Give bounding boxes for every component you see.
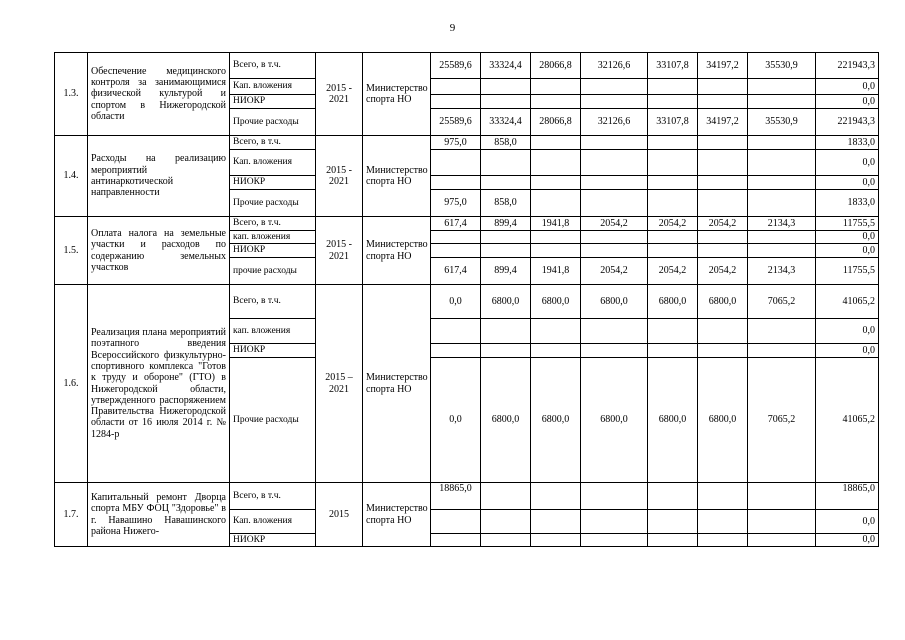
expense-type: кап. вложения xyxy=(230,319,316,344)
measure-description: Обеспечение медицинского контроля за занимающимися физической культурой и спортом в Нижегородской области xyxy=(88,53,230,136)
year-value xyxy=(581,190,648,217)
year-value: 6800,0 xyxy=(648,285,698,319)
executor: Министерство спорта НО xyxy=(363,285,431,483)
year-value: 25589,6 xyxy=(431,109,481,136)
year-value: 6800,0 xyxy=(648,358,698,483)
year-value xyxy=(698,510,748,534)
year-value: 2134,3 xyxy=(748,217,816,231)
row-number: 1.4. xyxy=(55,136,88,217)
expense-type: НИОКР xyxy=(230,176,316,190)
year-value xyxy=(531,319,581,344)
year-value: 2054,2 xyxy=(698,217,748,231)
year-value xyxy=(581,483,648,510)
page-number: 9 xyxy=(449,22,456,34)
year-value xyxy=(481,510,531,534)
year-value xyxy=(531,95,581,109)
expense-type: Кап. вложения xyxy=(230,79,316,95)
expense-type: Всего, в т.ч. xyxy=(230,285,316,319)
year-value: 6800,0 xyxy=(698,285,748,319)
total-value: 0,0 xyxy=(816,95,879,109)
year-value xyxy=(581,510,648,534)
year-value: 28066,8 xyxy=(531,53,581,79)
expense-type: Всего, в т.ч. xyxy=(230,53,316,79)
year-value xyxy=(648,190,698,217)
year-value: 617,4 xyxy=(431,217,481,231)
year-value xyxy=(698,483,748,510)
total-value: 0,0 xyxy=(816,150,879,176)
year-value xyxy=(748,534,816,547)
year-value xyxy=(648,483,698,510)
year-value: 899,4 xyxy=(481,258,531,285)
year-value xyxy=(431,95,481,109)
year-value xyxy=(431,510,481,534)
measure-description: Расходы на реализацию мероприятий антинаркотической направленности xyxy=(88,136,230,217)
year-value xyxy=(698,344,748,358)
year-value xyxy=(748,136,816,150)
year-value: 33324,4 xyxy=(481,109,531,136)
year-value xyxy=(481,319,531,344)
expense-type: НИОКР xyxy=(230,95,316,109)
year-value: 6800,0 xyxy=(581,285,648,319)
total-value: 0,0 xyxy=(816,244,879,258)
year-value xyxy=(648,231,698,244)
expense-type: кап. вложения xyxy=(230,231,316,244)
year-value xyxy=(481,231,531,244)
year-value xyxy=(698,95,748,109)
year-value: 6800,0 xyxy=(698,358,748,483)
year-value: 975,0 xyxy=(431,190,481,217)
year-value xyxy=(698,190,748,217)
year-value xyxy=(648,136,698,150)
total-value: 0,0 xyxy=(816,510,879,534)
expense-type: Прочие расходы xyxy=(230,109,316,136)
executor: Министерство спорта НО xyxy=(363,217,431,285)
row-number: 1.7. xyxy=(55,483,88,547)
year-value xyxy=(648,534,698,547)
year-value xyxy=(531,534,581,547)
year-value xyxy=(581,95,648,109)
total-value: 1833,0 xyxy=(816,190,879,217)
table-row xyxy=(55,285,879,319)
year-value xyxy=(481,150,531,176)
year-value xyxy=(748,510,816,534)
year-value xyxy=(648,510,698,534)
year-value: 34197,2 xyxy=(698,109,748,136)
implementation-period: 2015 - 2021 xyxy=(316,53,363,136)
expense-type: Всего, в т.ч. xyxy=(230,217,316,231)
total-value: 18865,0 xyxy=(816,483,879,510)
year-value xyxy=(648,244,698,258)
implementation-period: 2015 xyxy=(316,483,363,547)
expense-type: НИОКР xyxy=(230,244,316,258)
year-value: 2054,2 xyxy=(698,258,748,285)
year-value xyxy=(648,319,698,344)
year-value xyxy=(531,344,581,358)
year-value xyxy=(431,534,481,547)
year-value xyxy=(698,534,748,547)
year-value xyxy=(748,176,816,190)
row-number: 1.5. xyxy=(55,217,88,285)
total-value: 0,0 xyxy=(816,231,879,244)
year-value: 2054,2 xyxy=(581,217,648,231)
year-value: 25589,6 xyxy=(431,53,481,79)
year-value: 6800,0 xyxy=(581,358,648,483)
year-value xyxy=(431,176,481,190)
year-value xyxy=(581,79,648,95)
year-value: 33107,8 xyxy=(648,53,698,79)
year-value: 7065,2 xyxy=(748,358,816,483)
year-value: 0,0 xyxy=(431,285,481,319)
year-value: 6800,0 xyxy=(531,358,581,483)
year-value xyxy=(698,231,748,244)
expense-type: прочие расходы xyxy=(230,258,316,285)
year-value: 1941,8 xyxy=(531,258,581,285)
year-value xyxy=(748,344,816,358)
year-value xyxy=(648,176,698,190)
year-value xyxy=(748,319,816,344)
year-value xyxy=(431,150,481,176)
year-value xyxy=(581,176,648,190)
year-value: 34197,2 xyxy=(698,53,748,79)
table-row xyxy=(55,53,879,79)
year-value: 975,0 xyxy=(431,136,481,150)
year-value: 32126,6 xyxy=(581,53,648,79)
row-number: 1.6. xyxy=(55,285,88,483)
table-row xyxy=(55,483,879,510)
total-value: 221943,3 xyxy=(816,109,879,136)
expense-type: Прочие расходы xyxy=(230,358,316,483)
year-value: 33107,8 xyxy=(648,109,698,136)
total-value: 221943,3 xyxy=(816,53,879,79)
year-value xyxy=(581,319,648,344)
year-value xyxy=(748,95,816,109)
year-value xyxy=(531,136,581,150)
year-value xyxy=(648,79,698,95)
year-value xyxy=(698,319,748,344)
year-value xyxy=(648,95,698,109)
year-value xyxy=(431,231,481,244)
year-value xyxy=(531,483,581,510)
year-value xyxy=(748,483,816,510)
year-value: 0,0 xyxy=(431,358,481,483)
year-value xyxy=(531,510,581,534)
measure-description: Реализация плана мероприятий поэтапного введения Всероссийского физкультурно-спортивного комплекса "Готов к труду и обороне" (ГТО) в Нижегородской области, утвержденного распоряжением Правительства Нижегородской области от 16 июля 2014 г. № 1284-р xyxy=(88,285,230,483)
implementation-period: 2015 - 2021 xyxy=(316,136,363,217)
year-value: 899,4 xyxy=(481,217,531,231)
year-value xyxy=(581,534,648,547)
total-value: 0,0 xyxy=(816,319,879,344)
year-value xyxy=(481,79,531,95)
expense-type: Прочие расходы xyxy=(230,190,316,217)
year-value: 858,0 xyxy=(481,190,531,217)
table-row xyxy=(55,136,879,150)
total-value: 41065,2 xyxy=(816,285,879,319)
year-value xyxy=(431,79,481,95)
year-value xyxy=(748,79,816,95)
year-value: 35530,9 xyxy=(748,53,816,79)
year-value xyxy=(581,344,648,358)
year-value xyxy=(648,150,698,176)
year-value xyxy=(581,231,648,244)
year-value xyxy=(531,150,581,176)
total-value: 11755,5 xyxy=(816,217,879,231)
year-value xyxy=(531,244,581,258)
year-value xyxy=(481,534,531,547)
executor: Министерство спорта НО xyxy=(363,53,431,136)
year-value: 28066,8 xyxy=(531,109,581,136)
year-value xyxy=(581,244,648,258)
year-value xyxy=(531,190,581,217)
year-value: 32126,6 xyxy=(581,109,648,136)
implementation-period: 2015 – 2021 xyxy=(316,285,363,483)
year-value xyxy=(481,244,531,258)
year-value: 6800,0 xyxy=(531,285,581,319)
year-value xyxy=(698,176,748,190)
year-value xyxy=(481,483,531,510)
year-value xyxy=(698,136,748,150)
year-value: 7065,2 xyxy=(748,285,816,319)
year-value xyxy=(581,150,648,176)
year-value: 33324,4 xyxy=(481,53,531,79)
year-value: 35530,9 xyxy=(748,109,816,136)
year-value xyxy=(748,231,816,244)
implementation-period: 2015 - 2021 xyxy=(316,217,363,285)
year-value xyxy=(748,150,816,176)
year-value xyxy=(531,79,581,95)
expense-type: Кап. вложения xyxy=(230,510,316,534)
total-value: 41065,2 xyxy=(816,358,879,483)
total-value: 0,0 xyxy=(816,79,879,95)
year-value xyxy=(431,344,481,358)
expense-type: НИОКР xyxy=(230,344,316,358)
expense-type: НИОКР xyxy=(230,534,316,547)
total-value: 0,0 xyxy=(816,344,879,358)
year-value xyxy=(748,190,816,217)
year-value xyxy=(531,231,581,244)
executor: Министерство спорта НО xyxy=(363,483,431,547)
year-value xyxy=(481,344,531,358)
year-value: 6800,0 xyxy=(481,285,531,319)
year-value xyxy=(431,244,481,258)
expense-type: Всего, в т.ч. xyxy=(230,483,316,510)
year-value xyxy=(698,244,748,258)
row-number: 1.3. xyxy=(55,53,88,136)
year-value: 18865,0 xyxy=(431,483,481,510)
table-row xyxy=(55,217,879,231)
year-value: 6800,0 xyxy=(481,358,531,483)
total-value: 11755,5 xyxy=(816,258,879,285)
measure-description: Капитальный ремонт Дворца спорта МБУ ФОЦ "Здоровье" в г. Навашино Навашинского района Нижего- xyxy=(88,483,230,547)
year-value xyxy=(748,244,816,258)
expense-type: Всего, в т.ч. xyxy=(230,136,316,150)
year-value xyxy=(431,319,481,344)
measure-description: Оплата налога на земельные участки и расходов по содержанию земельных участков xyxy=(88,217,230,285)
total-value: 0,0 xyxy=(816,176,879,190)
year-value xyxy=(698,150,748,176)
year-value xyxy=(531,176,581,190)
budget-table xyxy=(54,52,879,547)
year-value xyxy=(698,79,748,95)
year-value xyxy=(581,136,648,150)
year-value: 2054,2 xyxy=(648,217,698,231)
year-value: 2054,2 xyxy=(581,258,648,285)
total-value: 1833,0 xyxy=(816,136,879,150)
year-value: 1941,8 xyxy=(531,217,581,231)
expense-type: Кап. вложения xyxy=(230,150,316,176)
year-value xyxy=(481,95,531,109)
executor: Министерство спорта НО xyxy=(363,136,431,217)
year-value: 2134,3 xyxy=(748,258,816,285)
year-value: 2054,2 xyxy=(648,258,698,285)
year-value xyxy=(481,176,531,190)
total-value: 0,0 xyxy=(816,534,879,547)
year-value: 858,0 xyxy=(481,136,531,150)
year-value xyxy=(648,344,698,358)
year-value: 617,4 xyxy=(431,258,481,285)
